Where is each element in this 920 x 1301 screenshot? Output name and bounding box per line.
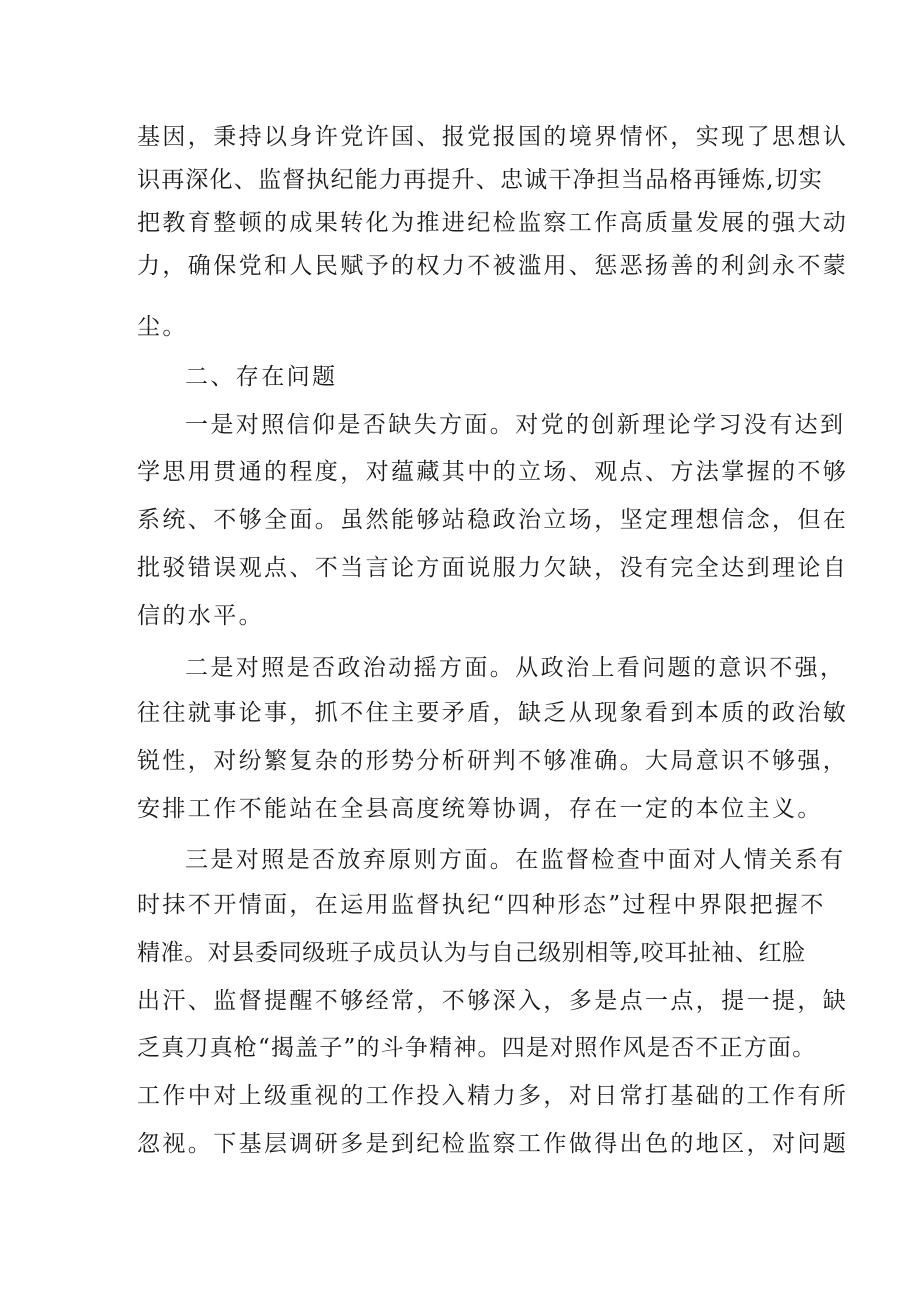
text-line: 三是对照是否放弃原则方面。在监督检查中面对人情关系有 [185,847,846,873]
text-line: 安排工作不能站在全县高度统筹协调，存在一定的本位主义。 [137,796,823,822]
text-line: 时抹不开情面，在运用监督执纪“四种形态”过程中界限把握不 [137,892,826,918]
text-line: 尘。 [137,314,188,340]
text-line: 往往就事论事，抓不住主要矛盾，缺乏从现象看到本质的政治敏 [137,700,849,726]
text-line: 忽视。下基层调研多是到纪检监察工作做得出色的地区，对问题 [137,1131,849,1157]
text-line: 二是对照是否政治动摇方面。从政治上看问题的意识不强， [185,655,846,681]
text-line: 信的水平。 [137,603,264,629]
section-heading: 二、存在问题 [185,364,338,390]
text-line: 锐性，对纷繁复杂的形势分析研判不够准确。大局意识不够强， [137,748,849,774]
text-line: 精准。对县委同级班子成员认为与自己级别相等,咬耳扯袖、红脸 [137,940,806,966]
text-line: 学思用贯通的程度，对蕴藏其中的立场、观点、方法掌握的不够 [137,459,849,485]
text-line: 乏真刀真枪“揭盖子”的斗争精神。四是对照作风是否不正方面。 [137,1035,817,1061]
text-line: 力，确保党和人民赋予的权力不被滥用、惩恶扬善的利剑永不蒙 [137,253,849,279]
text-line: 一是对照信仰是否缺失方面。对党的创新理论学习没有达到 [185,412,846,438]
text-line: 系统、不够全面。虽然能够站稳政治立场，坚定理想信念，但在 [137,507,849,533]
text-line: 批驳错误观点、不当言论方面说服力欠缺，没有完全达到理论自 [137,555,849,581]
text-line: 基因，秉持以身许党许国、报党报国的境界情怀，实现了思想认 [137,124,849,150]
text-line: 识再深化、监督执纪能力再提升、忠诚干净担当品格再锤炼,切实 [137,167,824,193]
text-line: 把教育整顿的成果转化为推进纪检监察工作高质量发展的强大动 [137,210,849,236]
text-line: 出汗、监督提醒不够经常，不够深入，多是点一点，提一提，缺 [137,988,849,1014]
text-line: 工作中对上级重视的工作投入精力多，对日常打基础的工作有所 [137,1083,849,1109]
